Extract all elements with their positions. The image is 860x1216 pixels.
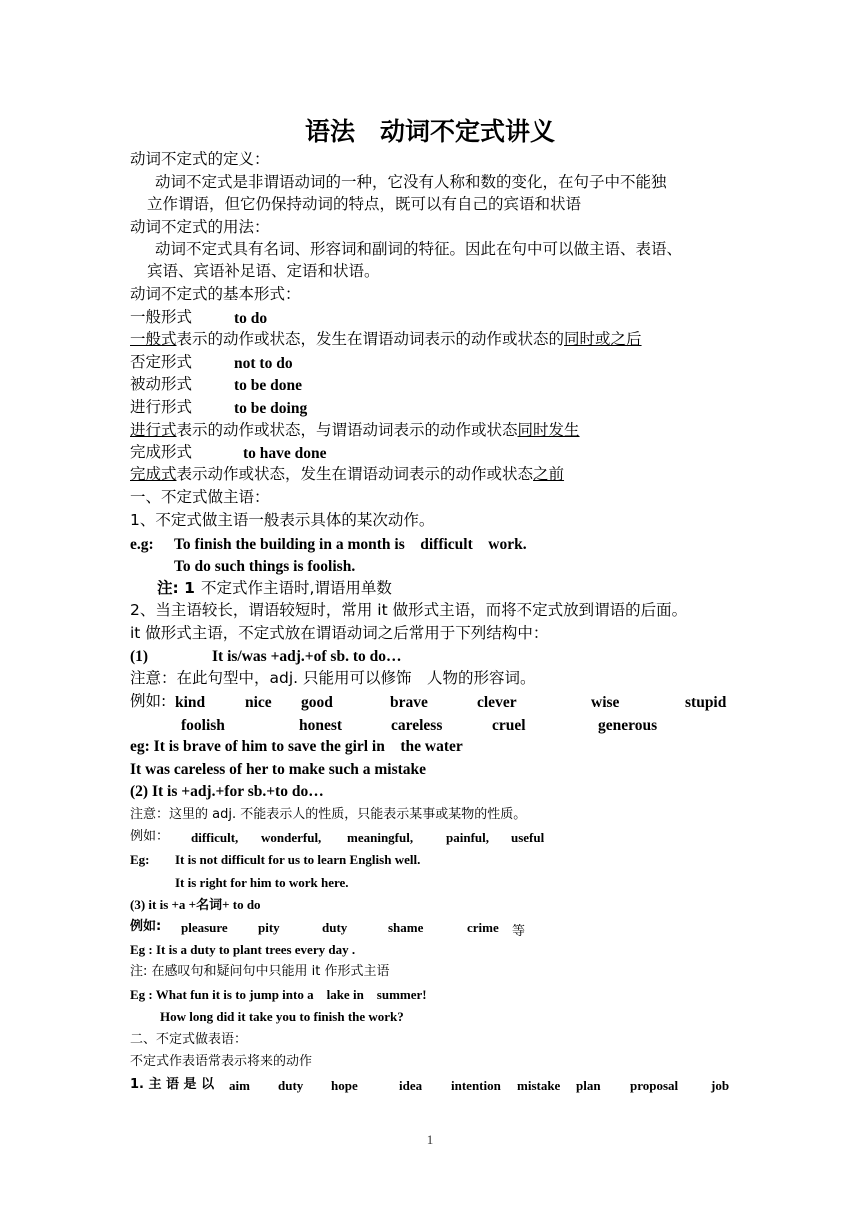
structure3-example3: How long did it take you to finish the work? bbox=[160, 1009, 404, 1024]
page-number: 1 bbox=[426, 1132, 434, 1147]
noun-word: shame bbox=[388, 920, 424, 935]
form-negative-label: 否定形式 bbox=[130, 353, 193, 371]
note-text: 表示的动作或状态，与谓语动词表示的动作或状态 bbox=[176, 421, 518, 439]
structure2-note: 注意：这里的 adj. 不能表示人的性质，只能表示某事或某物的性质。 bbox=[130, 807, 527, 822]
predicative-noun: mistake bbox=[517, 1078, 561, 1093]
adjective-word: generous bbox=[598, 717, 658, 734]
form-progressive-label: 进行形式 bbox=[130, 398, 193, 416]
underlined-term: 同时发生 bbox=[517, 421, 580, 439]
predicative-noun: duty bbox=[278, 1078, 304, 1093]
section1-point1: 1、不定式做主语一般表示具体的某次动作。 bbox=[130, 511, 435, 529]
adjective-word: stupid bbox=[685, 694, 727, 711]
section1-example2: To do such things is foolish. bbox=[174, 558, 356, 575]
form-progressive-note bbox=[130, 423, 580, 439]
section1-heading: 一、不定式做主语： bbox=[130, 488, 270, 506]
adjective-word: painful, bbox=[446, 830, 489, 845]
note-text: 表示动作或状态，发生在谓语动词表示的动作或状态 bbox=[176, 465, 534, 483]
form-general-label: 一般形式 bbox=[130, 308, 193, 326]
forms-heading: 动词不定式的基本形式： bbox=[130, 285, 301, 303]
section1-point3: it 做形式主语，不定式放在谓语动词之后常用于下列结构中： bbox=[130, 624, 549, 642]
section2-heading: 二、不定式做表语： bbox=[130, 1032, 248, 1047]
structure1-pattern: It is/was +adj.+of sb. to do… bbox=[212, 648, 402, 665]
adjective-word: difficult, bbox=[191, 830, 239, 845]
section1-note-label: 注: 1 bbox=[157, 579, 195, 597]
form-perfect-value: to have done bbox=[243, 445, 327, 462]
noun-word: duty bbox=[322, 920, 348, 935]
section1-example1: To finish the building in a month is difficult work. bbox=[174, 536, 527, 553]
structure1-example1: eg: It is brave of him to save the girl in the water bbox=[130, 738, 463, 755]
underlined-term: 进行式 bbox=[130, 421, 177, 439]
adjective-word: careless bbox=[391, 717, 443, 734]
adjective-word: wise bbox=[591, 694, 620, 711]
structure2-example-label: Eg: bbox=[130, 852, 150, 867]
predicative-noun: hope bbox=[331, 1078, 358, 1093]
adjective-word: good bbox=[301, 694, 333, 711]
usage-text-line2: 宾语、宾语补足语、定语和状语。 bbox=[147, 262, 380, 280]
noun-word: crime bbox=[467, 920, 499, 935]
adjective-word: kind bbox=[175, 694, 206, 711]
adjective-word: foolish bbox=[181, 717, 225, 734]
structure2-pattern: (2) It is +adj.+for sb.+to do… bbox=[130, 783, 324, 800]
structure2-example2: It is right for him to work here. bbox=[175, 875, 349, 890]
usage-heading: 动词不定式的用法： bbox=[130, 218, 270, 236]
noun-list-label: 例如: bbox=[130, 919, 162, 934]
form-negative-value: not to do bbox=[234, 355, 293, 372]
form-general-note bbox=[130, 332, 642, 348]
adjective-word: brave bbox=[390, 694, 428, 711]
underlined-term: 之前 bbox=[533, 465, 565, 483]
section2-point2-label: 1. 主 语 是 以 bbox=[130, 1077, 215, 1092]
form-progressive-value: to be doing bbox=[234, 400, 308, 417]
predicative-noun: idea bbox=[399, 1078, 423, 1093]
adjective-word: useful bbox=[511, 830, 545, 845]
adjective-word: wonderful, bbox=[261, 830, 322, 845]
predicative-noun: proposal bbox=[630, 1078, 679, 1093]
adjective-word: cruel bbox=[492, 717, 526, 734]
underlined-term: 完成式 bbox=[130, 465, 177, 483]
adjective-list1-label: 例如: bbox=[130, 692, 167, 710]
structure3-pattern: (3) it is +a +名词+ to do bbox=[130, 897, 261, 912]
form-perfect-label: 完成形式 bbox=[130, 443, 193, 461]
structure1-number: (1) bbox=[130, 648, 149, 665]
predicative-noun: intention bbox=[451, 1078, 501, 1093]
form-passive-label: 被动形式 bbox=[130, 375, 193, 393]
noun-word: pleasure bbox=[181, 920, 228, 935]
note-text: 表示的动作或状态，发生在谓语动词表示的动作或状态的 bbox=[176, 330, 565, 348]
adjective-word: meaningful, bbox=[347, 830, 414, 845]
section1-example-label: e.g: bbox=[130, 536, 154, 553]
underlined-term: 一般式 bbox=[130, 330, 177, 348]
predicative-noun: aim bbox=[229, 1078, 250, 1093]
form-passive-value: to be done bbox=[234, 377, 303, 394]
usage-text-line1: 动词不定式具有名词、形容词和副词的特征。因此在句中可以做主语、表语、 bbox=[155, 240, 683, 258]
structure2-example1: It is not difficult for us to learn English well. bbox=[175, 852, 421, 867]
adjective-word: honest bbox=[299, 717, 343, 734]
structure1-example2: It was careless of her to make such a mistake bbox=[130, 761, 427, 778]
predicative-noun: plan bbox=[576, 1078, 601, 1093]
noun-word: pity bbox=[258, 920, 280, 935]
noun-list-suffix: 等 bbox=[512, 924, 526, 939]
form-perfect-note bbox=[130, 467, 564, 483]
section1-note: 不定式作主语时,谓语用单数 bbox=[201, 579, 392, 597]
definition-text-line1: 动词不定式是非谓语动词的一种，它没有人称和数的变化，在句子中不能独 bbox=[155, 173, 667, 191]
structure3-note: 注: 在感叹句和疑问句中只能用 it 作形式主语 bbox=[130, 964, 390, 979]
adjective-word: clever bbox=[477, 694, 517, 711]
page-title: 语法 动词不定式讲义 bbox=[304, 117, 555, 146]
definition-text-line2: 立作谓语，但它仍保持动词的特点，既可以有自己的宾语和状语 bbox=[147, 195, 582, 213]
form-general-value: to do bbox=[234, 310, 268, 327]
section1-point2: 2、当主语较长，谓语较短时，常用 it 做形式主语，而将不定式放到谓语的后面。 bbox=[130, 601, 688, 619]
structure1-note: 注意：在此句型中，adj. 只能用可以修饰 人物的形容词。 bbox=[130, 669, 536, 687]
structure3-example2: Eg : What fun it is to jump into a lake in summer! bbox=[130, 987, 427, 1002]
structure3-example1: Eg : It is a duty to plant trees every day . bbox=[130, 942, 356, 957]
section2-point1: 不定式作表语常表示将来的动作 bbox=[130, 1054, 313, 1069]
adjective-word: nice bbox=[245, 694, 272, 711]
adjective-list2-label: 例如： bbox=[130, 829, 170, 844]
predicative-noun: job bbox=[711, 1078, 730, 1093]
underlined-term: 同时或之后 bbox=[564, 330, 642, 348]
definition-heading: 动词不定式的定义： bbox=[130, 150, 270, 168]
